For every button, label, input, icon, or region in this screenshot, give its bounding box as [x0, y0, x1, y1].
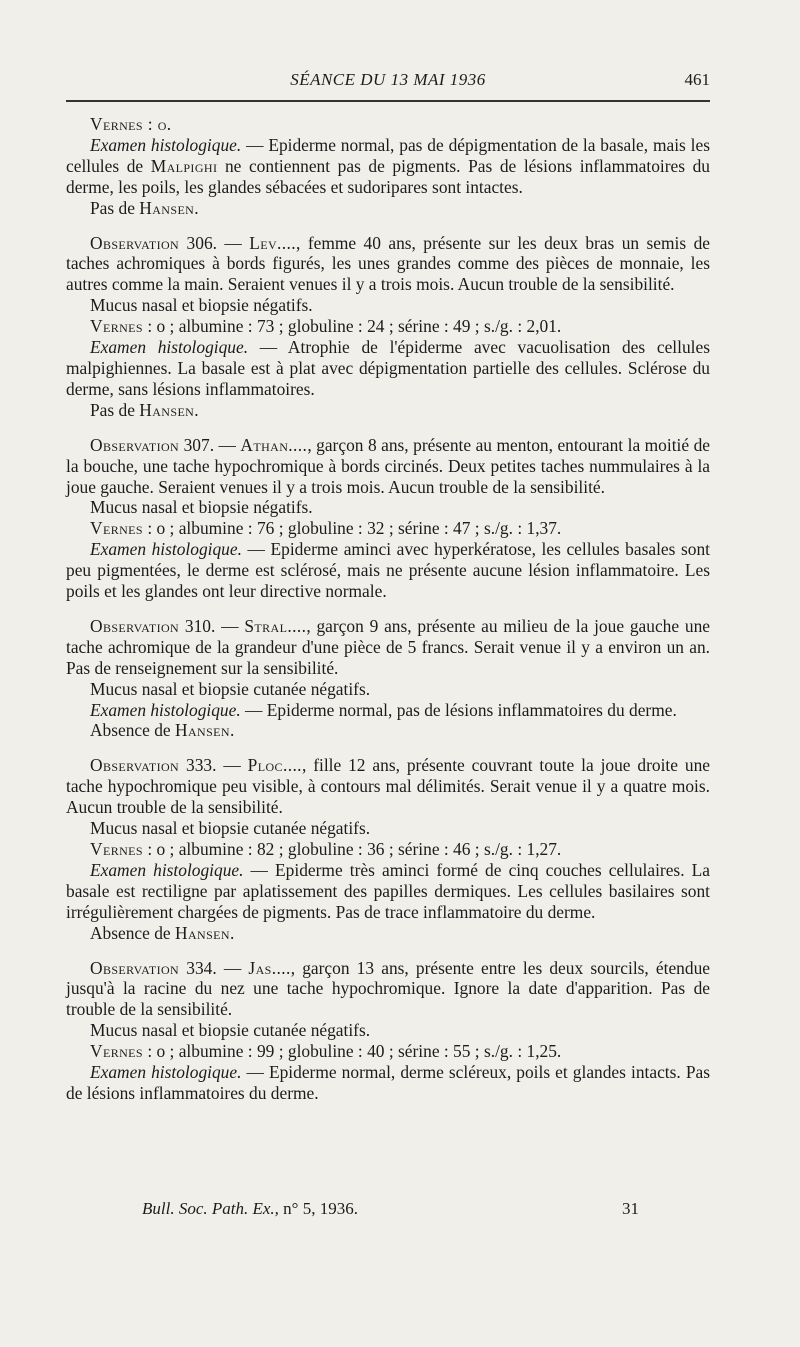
vernes-line: Vernes : o ; albumine : 99 ; globuline : 40 ; sérine : 55 ; s./g. : 1,25. — [90, 1041, 562, 1062]
observation-334: Observation 334. — Jas...., garçon 13 ans, présente entre les deux sourcils, étendue jusqu'à la racine du nez une tache hypochromique. Ignore la date d'apparition. Pas de trouble de la sensibilité. — [66, 957, 710, 1020]
observation-310: Observation 310. — Stral...., garçon 9 ans, présente au milieu de la joue gauche une tache achromique de la grandeur d'une pièce de 5 francs. Serait venue il y a environ un an. Pas de renseignement sur la sensibilité. — [66, 615, 710, 678]
histology-paragraph: Examen histologique. — Epiderme normal, derme scléreux, poils et glandes intacts. Pas de lésions inflammatoires du derme. — [66, 1062, 710, 1103]
hansen-line: Absence de Hansen. — [90, 720, 235, 741]
article-body — [66, 114, 710, 1104]
histology-paragraph: Examen histologique. — Epiderme normal, pas de dépigmentation de la basale, mais les cellules de Malpighi ne contiennent pas de pigments. Pas de lésions inflammatoires du derme, les poils, les glandes sébacées et sudoripares sont intactes. — [66, 134, 710, 197]
histology-paragraph: Examen histologique. — Epiderme normal, pas de lésions inflammatoires du derme. — [90, 699, 677, 720]
histology-paragraph: Examen histologique. — Epiderme aminci avec hyperkératose, les cellules basales sont peu pigmentées, le derme est sclérosé, mais ne présente aucune lésion inflammatoire. Les poils et les glandes ont leur directive normale. — [66, 539, 710, 602]
hansen-line: Pas de Hansen. — [90, 197, 199, 218]
vernes-line: Vernes : o ; albumine : 82 ; globuline : 36 ; sérine : 46 ; s./g. : 1,27. — [90, 839, 562, 859]
mucus-line: Mucus nasal et biopsie cutanée négatifs. — [90, 818, 371, 839]
header-rule — [66, 100, 710, 102]
page-header — [66, 70, 710, 94]
signature-mark: 31 — [622, 1199, 639, 1218]
observation-333: Observation 333. — Ploc...., fille 12 ans, présente couvrant toute la joue droite une tache hypochromique peu visible, à contours mal délimités. Serait venue il y a quatre mois. Aucun trouble de la sensibilité. — [66, 755, 710, 818]
page-number: 461 — [684, 70, 710, 89]
hansen-line: Absence de Hansen. — [90, 922, 235, 943]
mucus-line: Mucus nasal et biopsie cutanée négatifs. — [90, 678, 371, 699]
mucus-line: Mucus nasal et biopsie négatifs. — [90, 295, 313, 316]
journal-citation: Bull. Soc. Path. Ex., n° 5, 1936. — [142, 1199, 358, 1218]
observation-306: Observation 306. — Lev...., femme 40 ans, présente sur les deux bras un semis de taches achromiques à bords figurés, les unes grandes comme des pièces de monnaie, les autres comme la main. Seraient venues il y a trois mois. Aucun trouble de la sensibilité. — [66, 232, 710, 295]
vernes-line: Vernes : o. — [90, 114, 172, 134]
histology-paragraph: Examen histologique. — Epiderme très aminci formé de cinq couches cellulaires. La basale est rectiligne par aplatissement des papilles dermiques. Les cellules basilaires sont irrégulièrement chargées de pigments. Pas de trace inflammatoire du derme. — [66, 859, 710, 922]
observation-307: Observation 307. — Athan...., garçon 8 ans, présente au menton, entourant la moitié de la bouche, une tache hypochromique à bords circinés. Deux petites taches nummulaires à la joue gauche. Seraient venues il y a trois mois. Aucun trouble de la sensibilité. — [66, 434, 710, 497]
mucus-line: Mucus nasal et biopsie cutanée négatifs. — [90, 1020, 371, 1041]
vernes-line: Vernes : o ; albumine : 76 ; globuline : 32 ; sérine : 47 ; s./g. : 1,37. — [90, 518, 562, 539]
histology-paragraph: Examen histologique. — Atrophie de l'épiderme avec vacuolisation des cellules malpighiennes. La basale est à plat avec dépigmentation partielle des cellules. Sclérose du derme, sans lésions inflammatoires. — [66, 337, 710, 399]
vernes-line: Vernes : o ; albumine : 73 ; globuline : 24 ; sérine : 49 ; s./g. : 2,01. — [90, 316, 562, 337]
hansen-line: Pas de Hansen. — [90, 399, 199, 420]
mucus-line: Mucus nasal et biopsie négatifs. — [90, 497, 313, 518]
page-footer — [66, 1199, 710, 1223]
running-title: SÉANCE DU 13 MAI 1936 — [290, 70, 486, 89]
